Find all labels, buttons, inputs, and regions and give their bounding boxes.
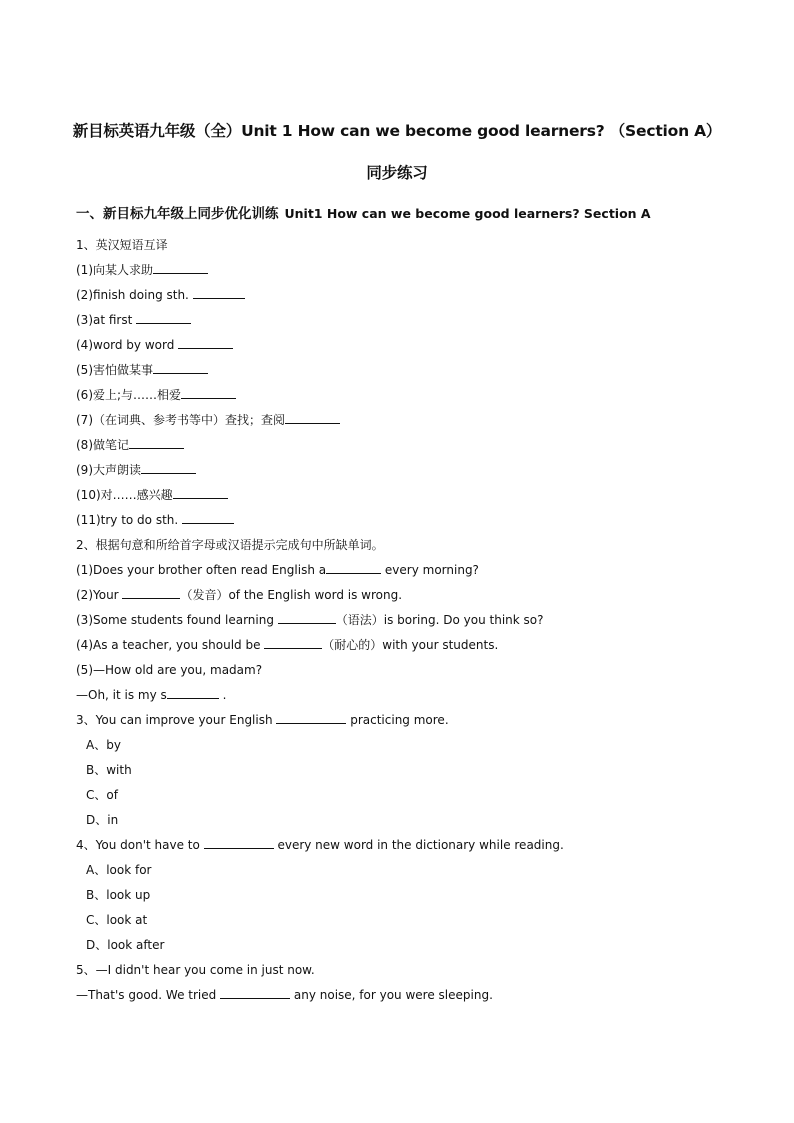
question-5-stem: 5、—I didn't hear you come in just now. [76,963,315,977]
answer-blank[interactable] [326,561,381,574]
question-2-item: (4)As a teacher, you should be （耐心的）with your students. [76,638,499,652]
question-1-item: (1)向某人求助 [76,260,564,285]
answer-blank[interactable] [278,611,336,624]
answer-blank[interactable] [193,286,245,299]
answer-blank[interactable] [153,361,208,374]
question-1-item: (6)爱上;与……相爱 [76,385,564,410]
answer-blank[interactable] [182,511,234,524]
page-title: 新目标英语九年级（全）Unit 1 How can we become good learners? （Section A） [72,122,722,140]
answer-blank[interactable] [220,986,290,999]
answer-blank[interactable] [136,311,191,324]
section-heading-en: Unit1 How can we become good learners? Section A [284,206,651,221]
section-heading [76,202,651,222]
answer-blank[interactable] [204,836,274,849]
option-b[interactable]: B、look up [86,888,151,902]
answer-blank[interactable] [153,261,208,274]
question-2-item: (5)—How old are you, madam? [76,663,263,677]
question-1-item: (10)对……感兴趣 [76,485,564,510]
option-b[interactable]: B、with [86,763,132,777]
answer-blank[interactable] [129,436,184,449]
option-a[interactable]: A、by [86,738,121,752]
answer-blank[interactable] [167,686,219,699]
question-5-item: —That's good. We tried any noise, for you were sleeping. [76,988,493,1002]
option-c[interactable]: C、look at [86,913,148,927]
answer-blank[interactable] [173,486,228,499]
question-1-item: (3)at first [76,310,564,335]
question-1-item: (4)word by word [76,335,564,360]
answer-blank[interactable] [264,636,322,649]
option-d[interactable]: D、look after [86,938,165,952]
question-1-item: (2)finish doing sth. [76,285,564,310]
option-d[interactable]: D、in [86,813,119,827]
answer-blank[interactable] [141,461,196,474]
question-1-item: (11)try to do sth. [76,510,564,535]
answer-blank[interactable] [276,711,346,724]
question-list [76,235,564,1010]
question-4-stem: 4、You don't have to every new word in the dictionary while reading. [76,838,564,852]
question-2-stem: 2、根据句意和所给首字母或汉语提示完成句中所缺单词。 [76,538,384,552]
answer-blank[interactable] [285,411,340,424]
page-subtitle: 同步练习 [366,164,428,182]
question-1-item: (9)大声朗读 [76,460,564,485]
section-heading-cn: 一、新目标九年级上同步优化训练 [76,206,279,222]
question-2-item: (2)Your （发音）of the English word is wrong. [76,588,403,602]
answer-blank[interactable] [122,586,180,599]
question-1-item: (8)做笔记 [76,435,564,460]
question-1-item: (7)（在词典、参考书等中）查找；查阅 [76,410,564,435]
option-a[interactable]: A、look for [86,863,152,877]
question-2-item: (3)Some students found learning （语法）is boring. Do you think so? [76,613,544,627]
answer-blank[interactable] [178,336,233,349]
question-2-item: —Oh, it is my s . [76,688,227,702]
option-c[interactable]: C、of [86,788,118,802]
question-1-stem: 1、英汉短语互译 [76,238,168,252]
question-1-item: (5)害怕做某事 [76,360,564,385]
question-2-item: (1)Does your brother often read English a every morning? [76,563,479,577]
answer-blank[interactable] [181,386,236,399]
question-3-stem: 3、You can improve your English practicing more. [76,713,449,727]
